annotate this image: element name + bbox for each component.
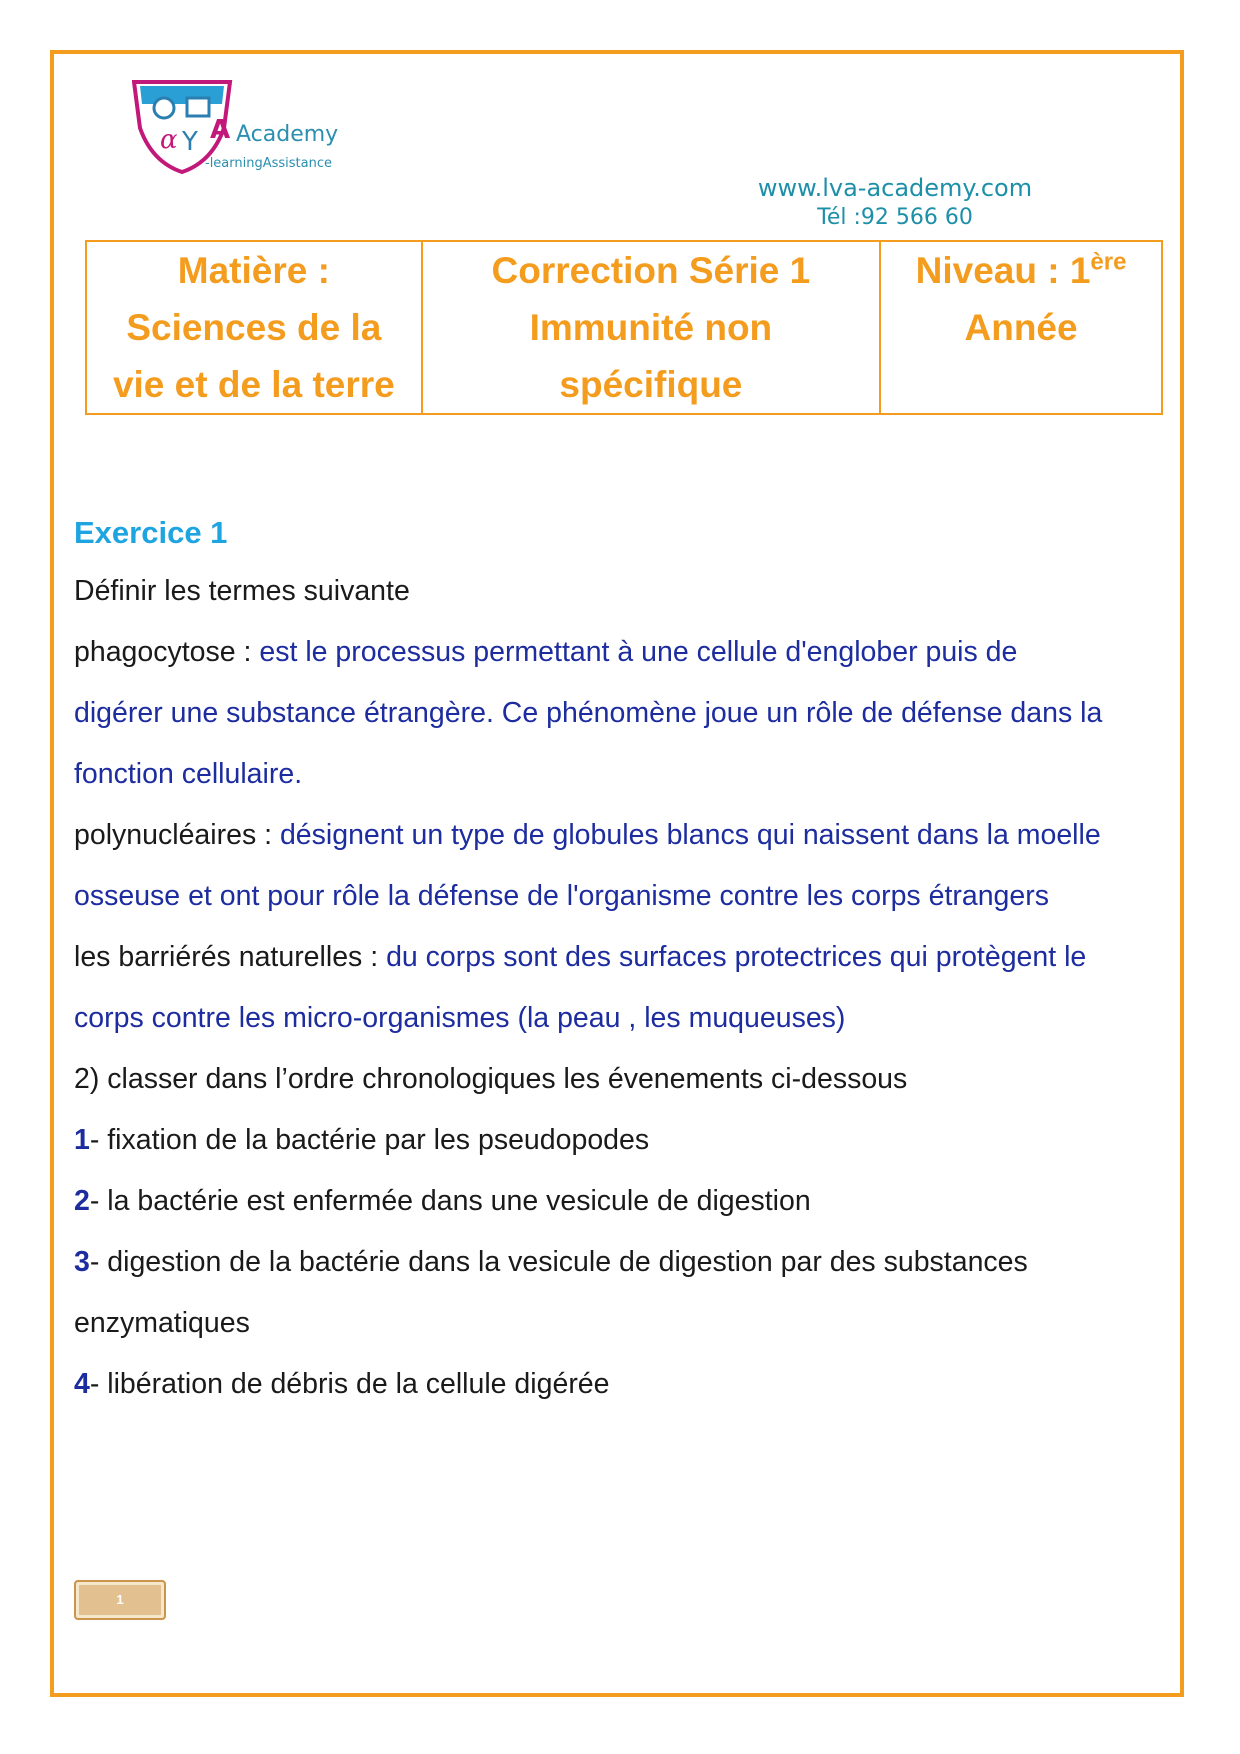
level-superscript: ère [1090, 248, 1127, 276]
doc-title-line1: Correction Série 1 [491, 250, 811, 291]
definition-polynucleaires [74, 805, 1184, 866]
doc-title-line3: spécifique [559, 364, 743, 405]
subject-name-line1: Sciences de la [126, 307, 382, 348]
website-link[interactable]: www.lva-academy.com [757, 174, 1033, 202]
step-text: - libération de débris de la cellule digérée [89, 1368, 610, 1400]
step-text-continued: enzymatiques [74, 1307, 250, 1339]
definition-text: est le processus permettant à une cellule d'englober puis de [259, 636, 1018, 668]
exercise-body [74, 505, 1184, 1415]
definition-barrieres [74, 927, 1184, 988]
page-number-badge: 1 [74, 1580, 166, 1620]
definition-text: désignent un type de globules blancs qui naissent dans la moelle [279, 819, 1101, 851]
logo-academy-text: Academy [236, 122, 339, 147]
svg-text:α: α [160, 125, 178, 155]
definition-text: corps contre les micro-organismes (la peau , les muqueuses) [74, 1002, 846, 1034]
definition-phagocytose [74, 622, 1184, 683]
svg-text:A: A [210, 115, 231, 145]
subject-name-line2: vie et de la terre [112, 364, 395, 405]
subject-cell [86, 241, 422, 414]
svg-text:Y: Y [182, 127, 198, 157]
step-text: - digestion de la bactérie dans la vesicule de digestion par des substances [89, 1246, 1028, 1278]
title-cell [422, 241, 880, 414]
definition-text: osseuse et ont pour rôle la défense de l'organisme contre les corps étrangers [74, 880, 1049, 912]
level-year: Année [964, 307, 1078, 348]
definition-text: digérer une substance étrangère. Ce phénomène joue un rôle de défense dans la [74, 697, 1103, 729]
phone-number: Tél :92 566 60 [817, 205, 973, 230]
subject-label: Matière : [177, 250, 330, 291]
step-text: - la bactérie est enfermée dans une vesicule de digestion [89, 1185, 811, 1217]
step-item [74, 1232, 1184, 1293]
step-number: 1 [74, 1124, 90, 1156]
info-table [85, 240, 1163, 415]
definition-text: du corps sont des surfaces protectrices qui protègent le [386, 941, 1087, 973]
question-2: 2) classer dans l’ordre chronologiques les évenements ci-dessous [74, 1063, 908, 1095]
logo-tagline: -learningAssistance [205, 156, 332, 171]
exercise-title: Exercice 1 [74, 515, 228, 550]
step-number: 3 [74, 1246, 90, 1278]
level-cell [880, 241, 1162, 414]
step-item [74, 1354, 1184, 1415]
level-label: Niveau : 1 [915, 250, 1091, 291]
definition-text: fonction cellulaire. [74, 758, 303, 790]
exercise-intro: Définir les termes suivante [74, 575, 410, 607]
step-number: 4 [74, 1368, 90, 1400]
term-label: les barriérés naturelles : [74, 941, 387, 973]
step-number: 2 [74, 1185, 90, 1217]
term-label: polynucléaires : [74, 819, 280, 851]
step-item [74, 1110, 1184, 1171]
step-item [74, 1171, 1184, 1232]
doc-title-line2: Immunité non [529, 307, 773, 348]
term-label: phagocytose : [74, 636, 260, 668]
step-text: - fixation de la bactérie par les pseudopodes [89, 1124, 650, 1156]
